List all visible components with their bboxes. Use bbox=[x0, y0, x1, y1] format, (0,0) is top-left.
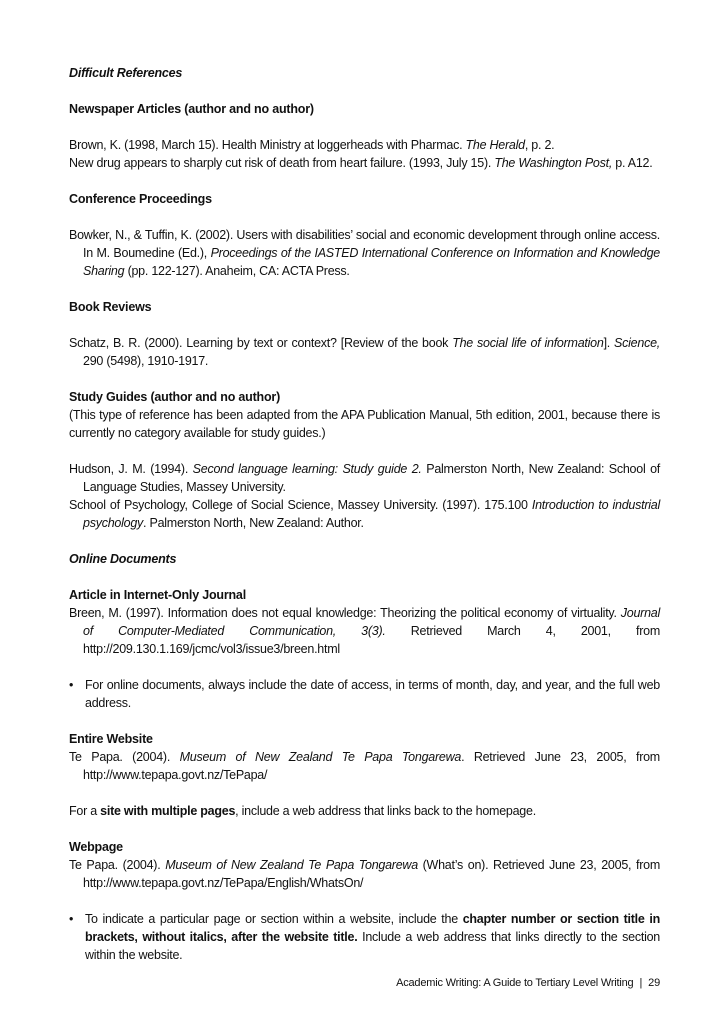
footer-separator: | bbox=[639, 977, 643, 989]
newspaper-title: The Washington Post, bbox=[494, 156, 613, 170]
reference-newspaper-no-author: New drug appears to sharply cut risk of death from heart failure. (1993, July 15). The Washington Post, p. A12. bbox=[69, 156, 653, 170]
study-guide-title: Second language learning: Study guide 2. bbox=[192, 462, 422, 476]
bullet-marker: • bbox=[69, 912, 74, 926]
subheading-conference-proceedings: Conference Proceedings bbox=[69, 192, 212, 206]
subheading-entire-website: Entire Website bbox=[69, 732, 153, 746]
study-guides-note: (This type of reference has been adapted from the APA Publication Manual, 5th edition, 2001, because there is currently no category available for study guides.) bbox=[69, 408, 660, 440]
bullet-marker: • bbox=[69, 678, 74, 692]
reference-study-guide-no-author: School of Psychology, College of Social Science, Massey University. (1997). 175.100 Introduction to industrial psychology. Palmerston North, New Zealand: Author. bbox=[69, 498, 660, 530]
multiple-pages-note: For a site with multiple pages, include a web address that links back to the homepage. bbox=[69, 804, 536, 818]
subheading-study-guides: Study Guides (author and no author) bbox=[69, 390, 281, 404]
bullet-online-documents: • For online documents, always include the date of access, in terms of month, day, and year, and the full web address. bbox=[69, 678, 660, 710]
subheading-newspaper-articles: Newspaper Articles (author and no author) bbox=[69, 102, 314, 116]
journal-title: Science, bbox=[614, 336, 660, 350]
proceedings-title: Proceedings of the IASTED International Conference on Information and Knowledge Sharing bbox=[83, 246, 660, 278]
footer-title: Academic Writing: A Guide to Tertiary Level Writing bbox=[396, 977, 634, 989]
subheading-webpage: Webpage bbox=[69, 840, 123, 854]
book-title: The social life of information bbox=[452, 336, 604, 350]
bullet-website-section: • To indicate a particular page or section within a website, include the chapter number or section title in brackets, without italics, after the website title. Include a web address that links directly to the section within the website. bbox=[69, 912, 661, 962]
section-heading-online-documents: Online Documents bbox=[69, 552, 177, 566]
reference-webpage: Te Papa. (2004). Museum of New Zealand Te Papa Tongarewa (What’s on). Retrieved June 23, 2005, from http://www.tepapa.govt.nz/TePapa/English/WhatsOn/ bbox=[69, 858, 660, 890]
subheading-internet-only-journal: Article in Internet-Only Journal bbox=[69, 588, 246, 602]
reference-conference: Bowker, N., & Tuffin, K. (2002). Users with disabilities’ social and economic development through online access. In M. Boumedine (Ed.), Proceedings of the IASTED International Conference on Information and Knowledge Sharing (pp. 122-127). Anaheim, CA: ACTA Press. bbox=[69, 228, 660, 278]
section-heading-difficult-references: Difficult References bbox=[69, 66, 183, 80]
website-title: Museum of New Zealand Te Papa Tongarewa bbox=[165, 858, 418, 872]
subheading-book-reviews: Book Reviews bbox=[69, 300, 152, 314]
newspaper-title: The Herald bbox=[465, 138, 525, 152]
website-title: Museum of New Zealand Te Papa Tongarewa bbox=[179, 750, 462, 764]
reference-internet-journal: Breen, M. (1997). Information does not equal knowledge: Theorizing the political economy of virtuality. Journal of Computer-Mediated Communication, 3(3). Retrieved March 4, 2001, from http://209.130.1.169/jcmc/vol3/issue3/breen.html bbox=[69, 606, 660, 656]
reference-study-guide-author: Hudson, J. M. (1994). Second language learning: Study guide 2. Palmerston North, New Zealand: School of Language Studies, Massey University. bbox=[69, 462, 661, 494]
journal-title: Journal of Computer-Mediated Communication, 3(3). bbox=[83, 606, 660, 638]
reference-book-review: Schatz, B. R. (2000). Learning by text or context? [Review of the book The social life of information]. Science, 290 (5498), 1910-1917. bbox=[69, 336, 660, 368]
page-number: 29 bbox=[648, 977, 660, 989]
reference-entire-website: Te Papa. (2004). Museum of New Zealand Te Papa Tongarewa. Retrieved June 23, 2005, from http://www.tepapa.govt.nz/TePapa/ bbox=[69, 750, 660, 782]
study-guide-title: Introduction to industrial psychology bbox=[83, 498, 660, 530]
page-footer bbox=[0, 977, 660, 989]
reference-newspaper-author: Brown, K. (1998, March 15). Health Ministry at loggerheads with Pharmac. The Herald, p. 2. bbox=[69, 138, 555, 152]
